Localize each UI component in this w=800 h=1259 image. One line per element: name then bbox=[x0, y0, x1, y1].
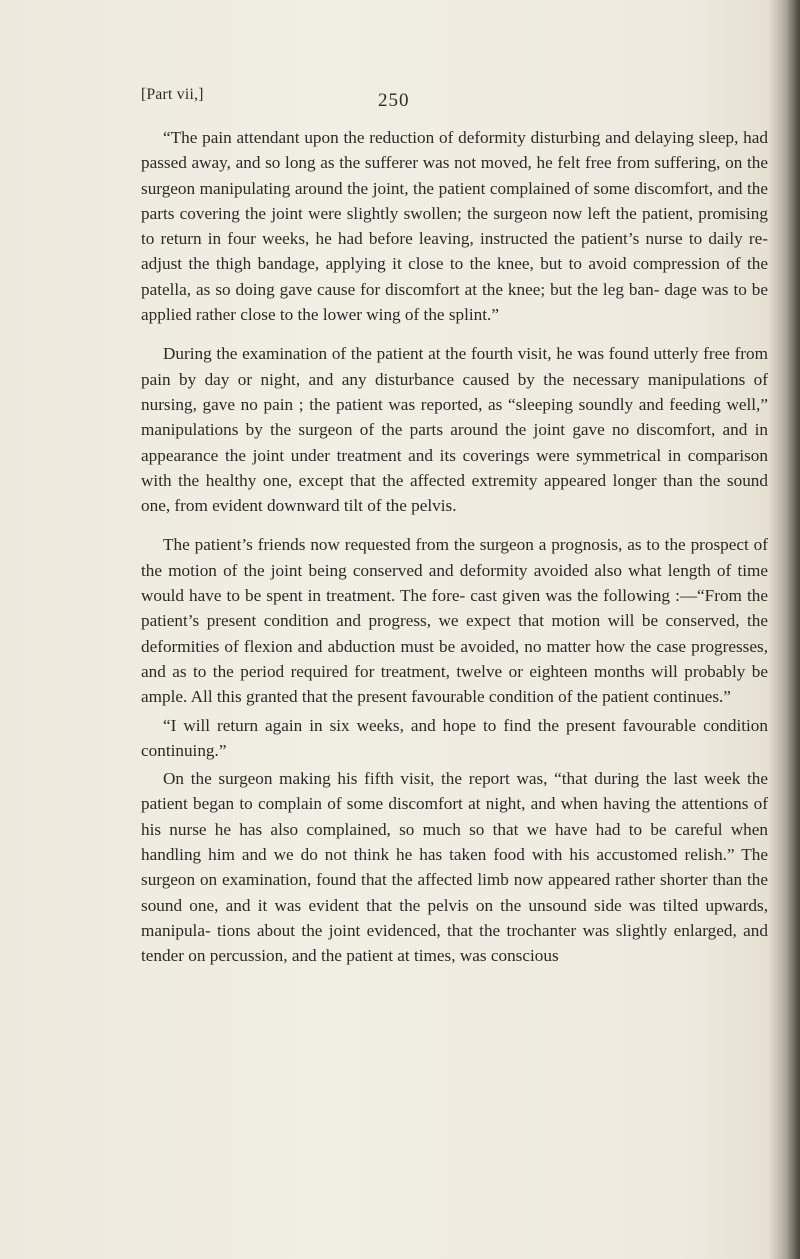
paragraph: On the surgeon making his fifth visit, the report was, “that during the last week the patient began to complain of some discomfort at night, and when having the attentions of his nurse he has also complained, so much so that we have had to be careful when handling him and we do not think he has taken food with his accustomed relish.” The surgeon on examination, found that the affected limb now appeared rather shorter than the sound one, and it was evident that the pelvis on the unsound side was tilted upwards, manipula- tions about the joint evidenced, that the trochanter was slightly enlarged, and tender on percussion, and the patient at times, was conscious bbox=[141, 769, 768, 966]
page-number: 250 bbox=[378, 90, 410, 111]
page-edge-shadow bbox=[786, 0, 800, 1259]
paragraph: The patient’s friends now requested from the surgeon a prognosis, as to the prospect of the motion of the joint being conserved and deformity avoided also what length of time would have to be spent in treatment. The fore- cast given was the following :—“From the patient’s present condition and progress, we expect that motion will be conserved, the deformities of flexion and abduction must be avoided, no matter how the case progresses, and as to the period required for treatment, twelve or eighteen months will probably be ample. All this granted that the present favourable condition of the patient continues.” bbox=[141, 535, 768, 707]
paragraph: During the examination of the patient at the fourth visit, he was found utterly free from pain by day or night, and any disturbance caused by the necessary manipulations of nursing, gave no pain ; the patient was reported, as “sleeping soundly and feeding well,” manipulations by the surgeon of the parts around the joint gave no discomfort, and in appearance the joint under treatment and its coverings were symmetrical in comparison with the healthy one, except that the affected extremity appeared longer than the sound one, from evident downward tilt of the pelvis. bbox=[141, 344, 768, 516]
paragraph: “I will return again in six weeks, and hope to find the present favourable condition continuing.” bbox=[141, 715, 768, 760]
running-head: [Part vii,] bbox=[141, 86, 204, 103]
paragraph: “The pain attendant upon the reduction of deformity disturbing and delaying sleep, had passed away, and so long as the sufferer was not moved, he felt free from suffering, on the surgeon manipulating around the joint, the patient complained of some discomfort, and the parts covering the joint were slightly swollen; the surgeon now left the patient, promising to return in four weeks, he had before leaving, instructed the patient’s nurse to daily re-adjust the thigh bandage, applying it close to the knee, but to avoid compression of the patella, as so doing gave cause for discomfort at the knee; but the leg ban- dage was to be applied rather close to the lower wing of the splint.” bbox=[141, 128, 768, 325]
body-text bbox=[141, 125, 768, 983]
